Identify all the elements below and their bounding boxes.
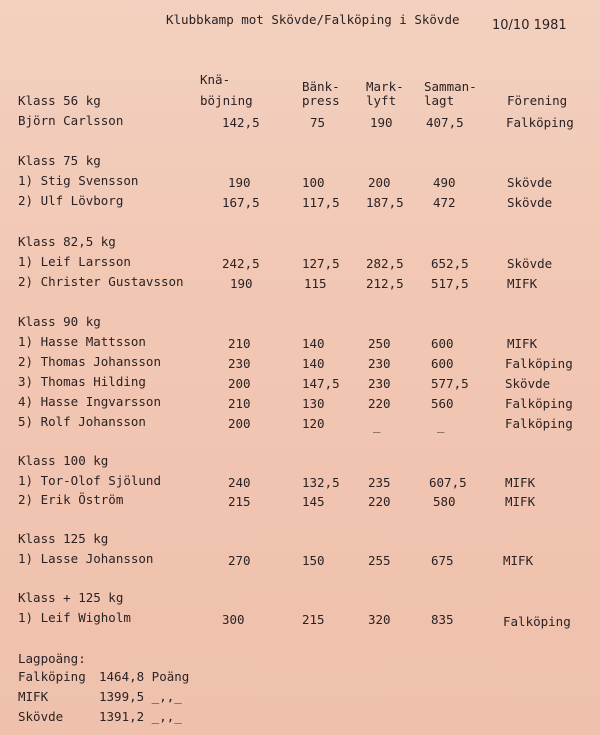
header-total-1: Samman- [424, 79, 477, 94]
knee-value: 200 [228, 416, 251, 431]
bench-value: 140 [302, 356, 325, 371]
bench-value: 75 [310, 115, 326, 130]
athlete-name: 1) Hasse Mattsson [18, 334, 146, 349]
club-value: MIFK [507, 336, 538, 351]
knee-value: 240 [228, 475, 251, 490]
dead-value: 235 [368, 475, 391, 490]
athlete-name: 2) Christer Gustavsson [18, 274, 184, 289]
club-value: Skövde [507, 195, 553, 210]
total-value: _ [437, 418, 445, 433]
club-value: Skövde [507, 256, 553, 271]
header-bench-1: Bänk- [302, 79, 340, 94]
bench-value: 147,5 [302, 376, 340, 391]
dead-value: 190 [370, 115, 393, 130]
athlete-name: 1) Tor-Olof Sjölund [18, 473, 161, 488]
class-label: Klass 56 kg [18, 93, 101, 108]
bench-value: 215 [302, 612, 325, 627]
athlete-name: 3) Thomas Hilding [18, 374, 146, 389]
total-value: 577,5 [431, 376, 469, 391]
class-label: Klass 125 kg [18, 531, 109, 546]
knee-value: 210 [228, 336, 251, 351]
dead-value: 212,5 [366, 276, 404, 291]
document-title: Klubbkamp mot Skövde/Falköping i Skövde [166, 12, 460, 27]
knee-value: 142,5 [222, 115, 260, 130]
header-dead-2: lyft [366, 93, 397, 108]
bench-value: 117,5 [302, 195, 340, 210]
bench-value: 140 [302, 336, 325, 351]
bench-value: 150 [302, 553, 325, 568]
total-value: 472 [433, 195, 456, 210]
knee-value: 190 [230, 276, 253, 291]
team-club: Skövde [18, 709, 64, 724]
header-bench-2: press [302, 93, 340, 108]
club-value: Skövde [505, 376, 551, 391]
athlete-name: 5) Rolf Johansson [18, 414, 146, 429]
club-value: MIFK [507, 276, 538, 291]
header-dead-1: Mark- [366, 79, 404, 94]
club-value: Falköping [505, 356, 573, 371]
dead-value: 220 [368, 494, 391, 509]
club-value: MIFK [503, 553, 534, 568]
athlete-name: 1) Leif Larsson [18, 254, 131, 269]
bench-value: 132,5 [302, 475, 340, 490]
bench-value: 115 [304, 276, 327, 291]
total-value: 600 [431, 356, 454, 371]
club-value: Falköping [506, 115, 574, 130]
class-label: Klass 82,5 kg [18, 234, 116, 249]
class-label: Klass + 125 kg [18, 590, 124, 605]
athlete-name: 4) Hasse Ingvarsson [18, 394, 161, 409]
knee-value: 210 [228, 396, 251, 411]
class-label: Klass 90 kg [18, 314, 101, 329]
class-label: Klass 100 kg [18, 453, 109, 468]
class-label: Klass 75 kg [18, 153, 101, 168]
knee-value: 200 [228, 376, 251, 391]
header-total-2: lagt [424, 93, 455, 108]
total-value: 600 [431, 336, 454, 351]
knee-value: 215 [228, 494, 251, 509]
dead-value: 187,5 [366, 195, 404, 210]
dead-value: 250 [368, 336, 391, 351]
document-date: 10/10 1981 [492, 18, 567, 33]
athlete-name: 2) Ulf Lövborg [18, 193, 124, 208]
team-club: Falköping [18, 669, 86, 684]
bench-value: 130 [302, 396, 325, 411]
knee-value: 270 [228, 553, 251, 568]
dead-value: 320 [368, 612, 391, 627]
athlete-name: 2) Erik Öström [18, 492, 124, 507]
header-knee-2: böjning [200, 93, 253, 108]
club-value: Falköping [505, 416, 573, 431]
team-club: MIFK [18, 689, 49, 704]
athlete-name: 2) Thomas Johansson [18, 354, 161, 369]
athlete-name: Björn Carlsson [18, 113, 124, 128]
total-value: 580 [433, 494, 456, 509]
athlete-name: 1) Stig Svensson [18, 173, 139, 188]
bench-value: 120 [302, 416, 325, 431]
dead-value: 230 [368, 376, 391, 391]
club-value: MIFK [505, 494, 536, 509]
knee-value: 300 [222, 612, 245, 627]
knee-value: 190 [228, 175, 251, 190]
knee-value: 242,5 [222, 256, 260, 271]
team-points-label: Lagpoäng: [18, 651, 86, 666]
total-value: 675 [431, 553, 454, 568]
knee-value: 230 [228, 356, 251, 371]
athlete-name: 1) Leif Wigholm [18, 610, 131, 625]
total-value: 490 [433, 175, 456, 190]
total-value: 607,5 [429, 475, 467, 490]
total-value: 517,5 [431, 276, 469, 291]
dead-value: 282,5 [366, 256, 404, 271]
club-value: Falköping [503, 614, 571, 629]
bench-value: 127,5 [302, 256, 340, 271]
team-points: 1391,2 _,,_ [99, 709, 182, 724]
total-value: 407,5 [426, 115, 464, 130]
club-value: MIFK [505, 475, 536, 490]
dead-value: 200 [368, 175, 391, 190]
total-value: 835 [431, 612, 454, 627]
dead-value: 220 [368, 396, 391, 411]
bench-value: 100 [302, 175, 325, 190]
dead-value: _ [373, 418, 381, 433]
total-value: 560 [431, 396, 454, 411]
club-value: Falköping [505, 396, 573, 411]
dead-value: 230 [368, 356, 391, 371]
bench-value: 145 [302, 494, 325, 509]
header-knee-1: Knä- [200, 72, 231, 87]
athlete-name: 1) Lasse Johansson [18, 551, 154, 566]
dead-value: 255 [368, 553, 391, 568]
total-value: 652,5 [431, 256, 469, 271]
team-points: 1399,5 _,,_ [99, 689, 182, 704]
team-points: 1464,8 Poäng [99, 669, 190, 684]
knee-value: 167,5 [222, 195, 260, 210]
club-value: Skövde [507, 175, 553, 190]
header-club: Förening [507, 93, 568, 108]
